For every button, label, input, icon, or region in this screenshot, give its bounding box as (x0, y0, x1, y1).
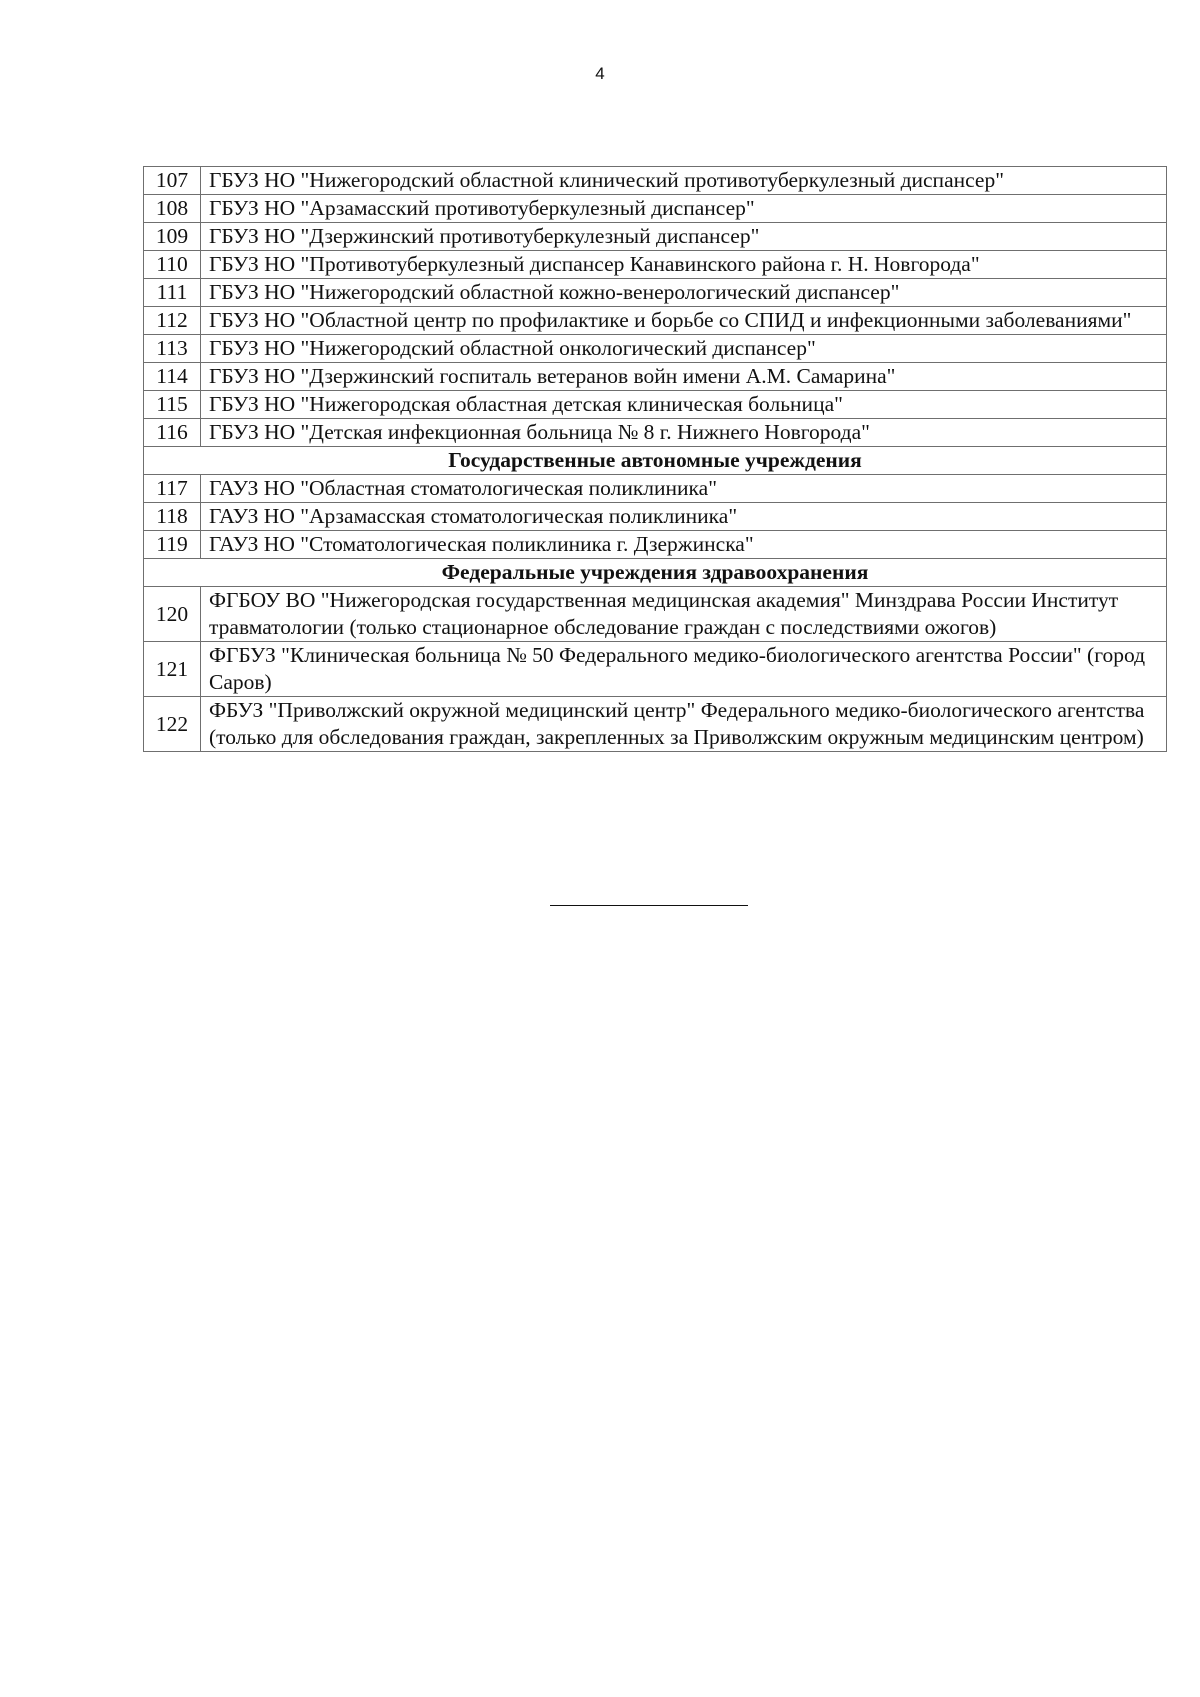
table-row (144, 223, 1167, 251)
row-number: 113 (144, 335, 201, 363)
row-number: 111 (144, 279, 201, 307)
row-number: 116 (144, 419, 201, 447)
institution-name: ГАУЗ НО "Областная стоматологическая поликлиника" (201, 475, 1167, 503)
table-row (144, 307, 1167, 335)
page-number: 4 (595, 64, 605, 83)
row-number: 114 (144, 363, 201, 391)
institution-name: ФГБУЗ "Клиническая больница № 50 Федерального медико-биологического агентства России" (город Саров) (201, 642, 1167, 697)
institution-name: ГБУЗ НО "Нижегородская областная детская клиническая больница" (201, 391, 1167, 419)
institutions-table (143, 166, 1167, 752)
row-number: 120 (144, 587, 201, 642)
table-row (144, 419, 1167, 447)
table-row (144, 363, 1167, 391)
table-row (144, 391, 1167, 419)
row-number: 117 (144, 475, 201, 503)
institution-name: ФГБОУ ВО "Нижегородская государственная медицинская академия" Минздрава России Институт травматологии (только стационарное обследование граждан с последствиями ожогов) (201, 587, 1167, 642)
row-number: 121 (144, 642, 201, 697)
table-row (144, 335, 1167, 363)
institution-name: ГБУЗ НО "Дзержинский противотуберкулезный диспансер" (201, 223, 1167, 251)
table-row (144, 251, 1167, 279)
row-number: 108 (144, 195, 201, 223)
institution-name: ГБУЗ НО "Нижегородский областной клинический противотуберкулезный диспансер" (201, 167, 1167, 195)
row-number: 119 (144, 531, 201, 559)
institution-name: ГАУЗ НО "Стоматологическая поликлиника г. Дзержинска" (201, 531, 1167, 559)
table-row (144, 587, 1167, 642)
row-number: 109 (144, 223, 201, 251)
institution-name: ГБУЗ НО "Дзержинский госпиталь ветеранов войн имени А.М. Самарина" (201, 363, 1167, 391)
section-heading: Федеральные учреждения здравоохранения (144, 559, 1167, 587)
institution-name: ГБУЗ НО "Нижегородский областной кожно-венерологический диспансер" (201, 279, 1167, 307)
table-row (144, 697, 1167, 752)
row-number: 112 (144, 307, 201, 335)
section-header-row (144, 447, 1167, 475)
table-row (144, 531, 1167, 559)
end-of-list-rule (550, 905, 748, 906)
institution-name: ФБУЗ "Приволжский окружной медицинский центр" Федерального медико-биологического агентства (только для обследования граждан, закрепленных за Приволжским окружным медицинским центром) (201, 697, 1167, 752)
table-row (144, 503, 1167, 531)
row-number: 115 (144, 391, 201, 419)
row-number: 110 (144, 251, 201, 279)
institution-name: ГБУЗ НО "Арзамасский противотуберкулезный диспансер" (201, 195, 1167, 223)
table-row (144, 279, 1167, 307)
row-number: 107 (144, 167, 201, 195)
section-heading: Государственные автономные учреждения (144, 447, 1167, 475)
row-number: 122 (144, 697, 201, 752)
table-row (144, 642, 1167, 697)
table-row (144, 195, 1167, 223)
row-number: 118 (144, 503, 201, 531)
institution-name: ГБУЗ НО "Детская инфекционная больница № 8 г. Нижнего Новгорода" (201, 419, 1167, 447)
section-header-row (144, 559, 1167, 587)
table-row (144, 167, 1167, 195)
institution-name: ГБУЗ НО "Нижегородский областной онкологический диспансер" (201, 335, 1167, 363)
institution-name: ГАУЗ НО "Арзамасская стоматологическая поликлиника" (201, 503, 1167, 531)
institution-name: ГБУЗ НО "Противотуберкулезный диспансер Канавинского района г. Н. Новгорода" (201, 251, 1167, 279)
institution-name: ГБУЗ НО "Областной центр по профилактике и борьбе со СПИД и инфекционными заболеваниями" (201, 307, 1167, 335)
table-row (144, 475, 1167, 503)
